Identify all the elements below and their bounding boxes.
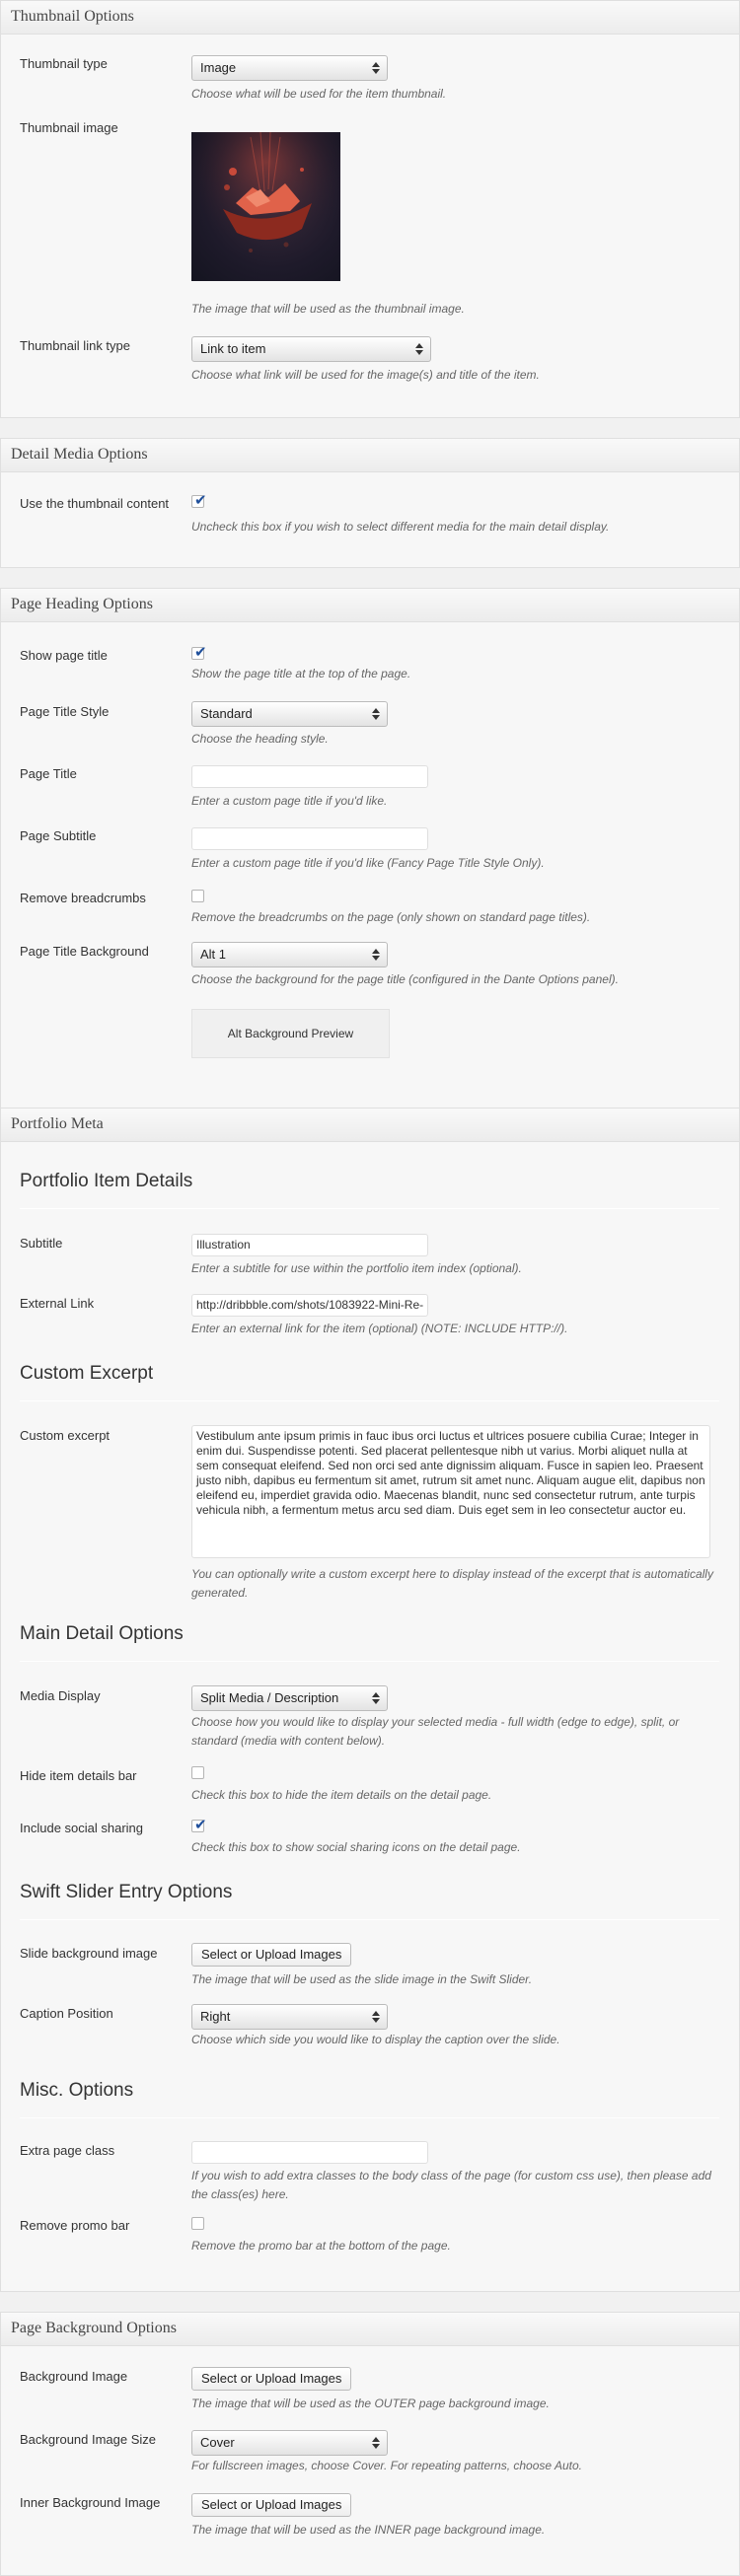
select-value: Alt 1 [200,947,227,962]
select-value: Image [200,60,237,75]
panel-title[interactable]: Page Heading Options [1,589,739,622]
custom-excerpt-textarea[interactable]: Vestibulum ante ipsum primis in fauc ibus orci luctus et ultrices posuere cubilia Curae; Integer in enim dui. Suspendisse potenti. Sed placerat pellentesque nibh ut varius. Morbi aliquet nulla at sem consequat eleifend. Sed non orci sed ante dignissim aliquam. Fusce in sapien leo. Praesent justo nibh, dapibus eu fermentum sit amet, rutrum sit amet nunc. Aliquam augue elit, dapibus non eleifend eu, imperdiet gravida odio. Maecenas blandit, nunc sed consectetur rutrum, ante turpis vehicula nibh, a fermentum metus arcu sed diam. Duis eget sem in leo consectetur auctor eu. [191,1425,710,1558]
select-value: Link to item [200,341,266,356]
chevron-updown-icon [415,341,423,357]
social-sharing-checkbox[interactable] [191,1816,207,1833]
page-title-input[interactable] [191,765,428,788]
promo-bar-checkbox[interactable] [191,2217,204,2230]
main-detail-heading: Main Detail Options [20,1623,184,1644]
hide-details-checkbox[interactable] [191,1766,204,1779]
portfolio-meta-panel [0,1108,740,2292]
thumbnail-artwork [191,132,340,281]
hide-details-desc: Check this box to hide the item details on the detail page. [191,1788,492,1802]
bg-size-desc: For fullscreen images, choose Cover. For repeating patterns, choose Auto. [191,2459,582,2472]
page-title-desc: Enter a custom page title if you'd like. [191,794,388,808]
social-sharing-label: Include social sharing [20,1821,144,1835]
inner-bg-desc: The image that will be used as the INNER page background image. [191,2523,546,2537]
thumbnail-image[interactable] [191,132,340,281]
hide-details-label: Hide item details bar [20,1768,137,1783]
title-style-label: Page Title Style [20,704,110,719]
breadcrumbs-checkbox[interactable] [191,890,204,902]
title-bg-label: Page Title Background [20,944,149,959]
chevron-updown-icon [372,2435,380,2451]
breadcrumbs-label: Remove breadcrumbs [20,891,146,905]
caption-position-desc: Choose which side you would like to display the caption over the slide. [191,2033,560,2046]
use-thumbnail-desc: Uncheck this box if you wish to select different media for the main detail display. [191,520,610,534]
slide-bg-upload-button[interactable]: Select or Upload Images [191,1943,351,1967]
title-bg-preview: Alt Background Preview [191,1009,390,1058]
inner-bg-label: Inner Background Image [20,2495,161,2510]
checkmark-icon: ✔ [194,491,207,509]
page-subtitle-label: Page Subtitle [20,828,97,843]
divider [20,1400,719,1401]
bg-image-desc: The image that will be used as the OUTER page background image. [191,2397,550,2410]
external-link-input[interactable]: http://dribbble.com/shots/1083922-Mini-Re- [191,1294,428,1317]
thumbnail-link-label: Thumbnail link type [20,338,130,353]
chevron-updown-icon [372,947,380,963]
checkmark-icon: ✔ [194,643,207,661]
thumbnail-link-select[interactable] [191,336,431,362]
page-subtitle-desc: Enter a custom page title if you'd like (Fancy Page Title Style Only). [191,856,545,870]
select-value: Cover [200,2435,235,2450]
extra-class-label: Extra page class [20,2143,115,2158]
thumbnail-image-label: Thumbnail image [20,120,118,135]
promo-bar-desc: Remove the promo bar at the bottom of the page. [191,2239,451,2253]
select-value: Standard [200,706,253,721]
divider [20,2117,719,2118]
subtitle-desc: Enter a subtitle for use within the portfolio item index (optional). [191,1261,522,1275]
panel-title[interactable]: Detail Media Options [1,439,739,472]
custom-excerpt-label: Custom excerpt [20,1428,111,1443]
slide-bg-desc: The image that will be used as the slide image in the Swift Slider. [191,1972,533,1986]
bg-size-label: Background Image Size [20,2432,157,2447]
divider [20,1208,719,1209]
promo-bar-label: Remove promo bar [20,2218,130,2233]
panel-title[interactable]: Thumbnail Options [1,1,739,35]
caption-position-select[interactable] [191,2004,388,2030]
bg-size-select[interactable] [191,2430,388,2456]
external-link-desc: Enter an external link for the item (optional) (NOTE: INCLUDE HTTP://). [191,1322,568,1335]
thumbnail-type-desc: Choose what will be used for the item thumbnail. [191,87,447,101]
media-display-desc: Choose how you would like to display your selected media - full width (edge to edge), split, or standard (media with content below). [191,1715,680,1748]
chevron-updown-icon [372,706,380,722]
thumbnail-type-label: Thumbnail type [20,56,108,71]
panel-title[interactable]: Page Background Options [1,2313,739,2346]
page-title-label: Page Title [20,766,77,781]
chevron-updown-icon [372,1690,380,1706]
detail-media-panel [0,438,740,568]
use-thumbnail-checkbox[interactable] [191,491,207,509]
thumbnail-image-desc: The image that will be used as the thumbnail image. [191,302,465,316]
show-title-checkbox[interactable] [191,643,207,661]
use-thumbnail-label: Use the thumbnail content [20,496,170,511]
slide-bg-label: Slide background image [20,1946,158,1961]
show-title-desc: Show the page title at the top of the page. [191,667,411,680]
chevron-updown-icon [372,2009,380,2025]
chevron-updown-icon [372,60,380,76]
media-display-select[interactable] [191,1685,388,1711]
subtitle-input[interactable]: Illustration [191,1234,428,1256]
custom-excerpt-desc: You can optionally write a custom excerpt here to display instead of the excerpt that is automatically generated. [191,1567,713,1600]
title-bg-select[interactable] [191,942,388,967]
bg-image-label: Background Image [20,2369,128,2384]
extra-class-desc: If you wish to add extra classes to the body class of the page (for custom css use), then please add the class(es) here. [191,2169,711,2201]
title-bg-desc: Choose the background for the page title (configured in the Dante Options panel). [191,972,619,986]
page-subtitle-input[interactable] [191,827,428,850]
caption-position-label: Caption Position [20,2006,113,2021]
thumbnail-options-panel [0,0,740,418]
title-style-select[interactable] [191,701,388,727]
divider [20,1661,719,1662]
misc-options-heading: Misc. Options [20,2080,134,2101]
item-details-heading: Portfolio Item Details [20,1171,193,1191]
subtitle-label: Subtitle [20,1236,63,1251]
custom-excerpt-heading: Custom Excerpt [20,1363,154,1384]
media-display-label: Media Display [20,1688,101,1703]
breadcrumbs-desc: Remove the breadcrumbs on the page (only shown on standard page titles). [191,910,591,924]
select-value: Split Media / Description [200,1690,339,1705]
bg-image-upload-button[interactable]: Select or Upload Images [191,2367,351,2391]
swift-slider-heading: Swift Slider Entry Options [20,1882,233,1902]
panel-title[interactable]: Portfolio Meta [1,1109,739,1142]
checkmark-icon: ✔ [194,1816,207,1833]
thumbnail-type-select[interactable] [191,55,388,81]
divider [20,1919,719,1920]
social-sharing-desc: Check this box to show social sharing icons on the detail page. [191,1840,521,1854]
select-value: Right [200,2009,231,2024]
external-link-label: External Link [20,1296,95,1311]
thumbnail-link-desc: Choose what link will be used for the image(s) and title of the item. [191,368,540,382]
inner-bg-upload-button[interactable]: Select or Upload Images [191,2493,351,2517]
title-style-desc: Choose the heading style. [191,732,329,746]
page-background-panel [0,2312,740,2576]
page-heading-panel [0,588,740,1116]
show-title-label: Show page title [20,648,108,663]
extra-class-input[interactable] [191,2141,428,2164]
